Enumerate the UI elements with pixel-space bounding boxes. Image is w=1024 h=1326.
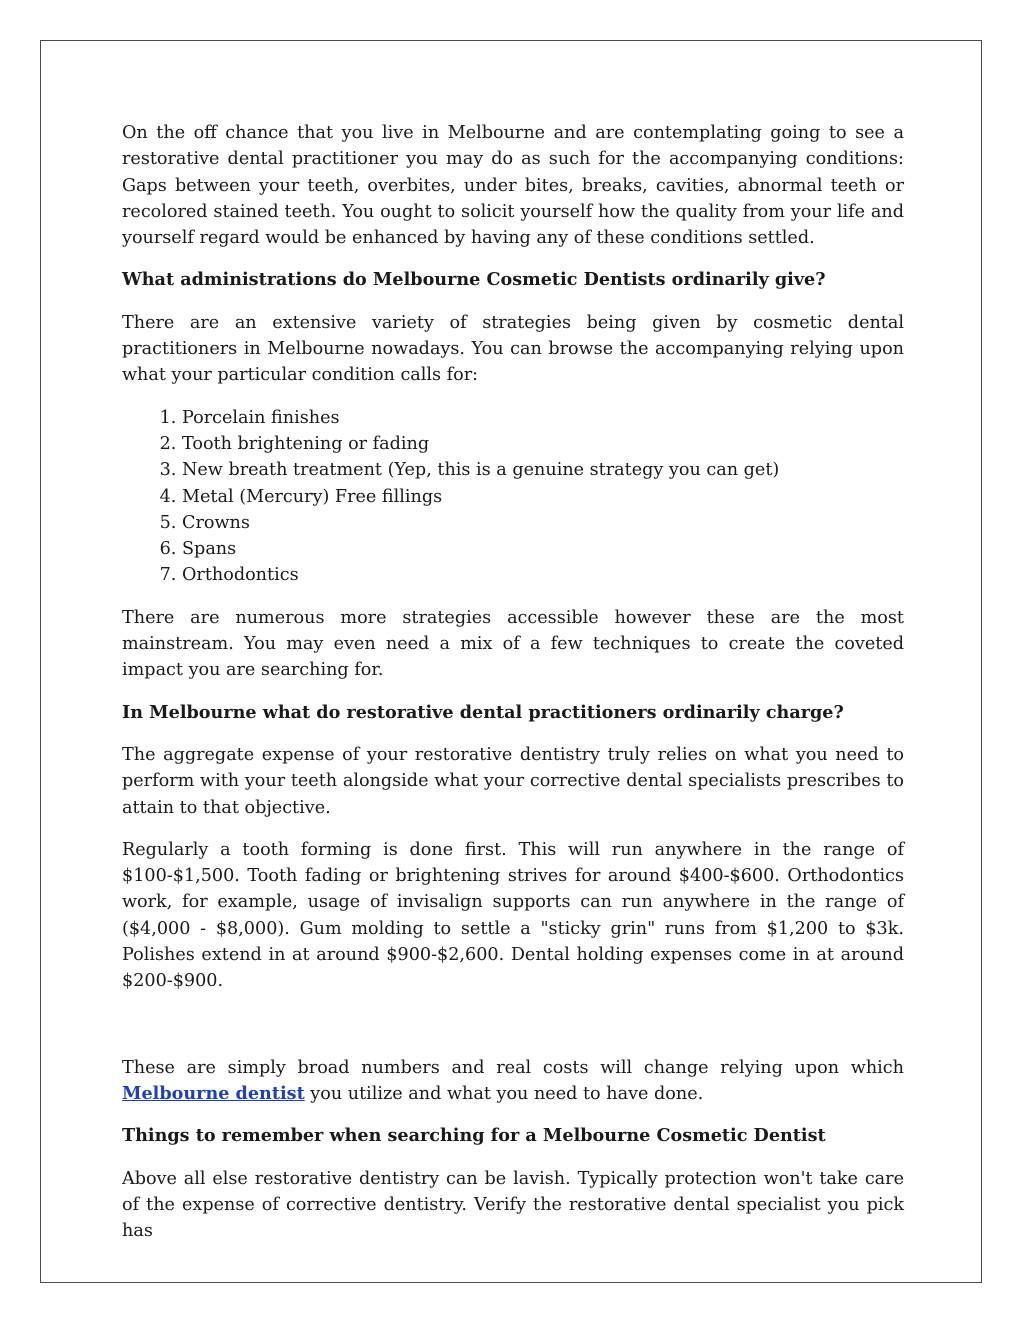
procedure-list bbox=[122, 405, 904, 589]
list-item: 2. Tooth brightening or fading bbox=[182, 431, 904, 457]
paragraph-intro: On the off chance that you live in Melbourne and are contemplating going to see a restorative dental practitioner you may do as such for the accompanying conditions: Gaps between your teeth, overbites, under bites, breaks, cavities, abnormal teeth or recolored stained teeth. You ought to solicit yourself how the quality from your life and yourself regard would be enhanced by having any of these conditions settled. bbox=[122, 123, 904, 249]
paragraph-broad-numbers bbox=[122, 1055, 904, 1108]
paragraph-more-strategies: There are numerous more strategies accessible however these are the most mainstream. You may even need a mix of a few techniques to create the coveted impact you are searching for. bbox=[122, 607, 904, 681]
list-item: 5. Crowns bbox=[182, 510, 904, 536]
heading-charges: In Melbourne what do restorative dental practitioners ordinarily charge? bbox=[122, 701, 844, 723]
heading-administrations: What administrations do Melbourne Cosmetic Dentists ordinarily give? bbox=[122, 269, 826, 291]
paragraph-aggregate-expense: The aggregate expense of your restorative dentistry truly relies on what you need to perform with your teeth alongside what your corrective dental specialists prescribes to attain to that objective. bbox=[122, 744, 904, 818]
document-page bbox=[40, 40, 982, 1283]
melbourne-dentist-link[interactable]: Melbourne dentist bbox=[122, 1082, 305, 1104]
paragraph-above-all: Above all else restorative dentistry can be lavish. Typically protection won't take care of the expense of corrective dentistry. Verify the restorative dental specialist you pick has bbox=[122, 1168, 904, 1242]
paragraph-strategies: There are an extensive variety of strategies being given by cosmetic dental practitioners in Melbourne nowadays. You can browse the accompanying relying upon what your particular condition calls for: bbox=[122, 312, 904, 386]
list-item: 7. Orthodontics bbox=[182, 562, 904, 588]
paragraph-broad-numbers-end: you utilize and what you need to have done. bbox=[304, 1083, 704, 1104]
list-item: 3. New breath treatment (Yep, this is a genuine strategy you can get) bbox=[182, 457, 904, 483]
list-item: 4. Metal (Mercury) Free fillings bbox=[182, 484, 904, 510]
document-body bbox=[122, 120, 904, 1260]
heading-things-to-remember: Things to remember when searching for a Melbourne Cosmetic Dentist bbox=[122, 1125, 826, 1147]
blank-line bbox=[122, 1011, 904, 1055]
list-item: 6. Spans bbox=[182, 536, 904, 562]
paragraph-price-ranges: Regularly a tooth forming is done first. This will run anywhere in the range of $100-$1,500. Tooth fading or brightening strives for around $400-$600. Orthodontics work, for example, usage of invisalign supports can run anywhere in the range of ($4,000 - $8,000). Gum molding to settle a "sticky grin" runs from $1,200 to $3k. Polishes extend in at around $900-$2,600. Dental holding expenses come in at around $200-$900. bbox=[122, 839, 904, 992]
list-item: 1. Porcelain finishes bbox=[182, 405, 904, 431]
paragraph-broad-numbers-start: These are simply broad numbers and real costs will change relying upon which bbox=[122, 1057, 904, 1078]
